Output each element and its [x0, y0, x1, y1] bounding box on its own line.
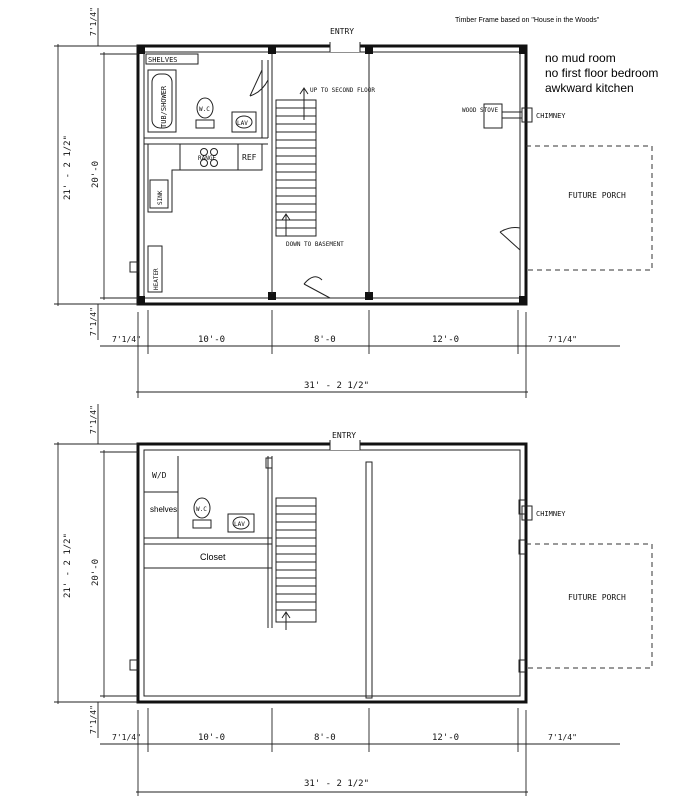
- svg-text:7'1/4": 7'1/4": [89, 705, 98, 734]
- shelves-2: shelves: [150, 505, 178, 514]
- stair-2: [276, 498, 316, 622]
- svg-text:W.C: W.C: [199, 106, 210, 113]
- washer-dryer: W/D: [152, 471, 167, 480]
- svg-text:7'1/4": 7'1/4": [112, 335, 141, 344]
- svg-text:12'-0: 12'-0: [432, 733, 460, 743]
- svg-text:CHIMNEY: CHIMNEY: [536, 510, 566, 518]
- drawing-title: Timber Frame based on "House in the Woods": [455, 17, 600, 24]
- stair-1: [276, 100, 316, 236]
- svg-text:7'1/4": 7'1/4": [89, 405, 98, 434]
- svg-text:10'-0: 10'-0: [198, 733, 226, 743]
- future-porch-1: [526, 146, 652, 270]
- exterior-walls-2: [138, 444, 526, 702]
- svg-text:7'1/4": 7'1/4": [112, 733, 141, 742]
- svg-text:W.C: W.C: [196, 506, 207, 513]
- svg-text:WOOD STOVE: WOOD STOVE: [462, 107, 499, 114]
- entry-label-1: ENTRY: [330, 27, 355, 36]
- svg-text:21' - 2 1/2": 21' - 2 1/2": [63, 532, 73, 598]
- svg-text:7'1/4": 7'1/4": [89, 307, 98, 336]
- svg-text:CHIMNEY: CHIMNEY: [536, 112, 566, 120]
- svg-text:REF: REF: [242, 153, 257, 162]
- svg-text:7'1/4": 7'1/4": [548, 335, 577, 344]
- exterior-walls: [138, 46, 526, 304]
- svg-text:7'1/4": 7'1/4": [89, 7, 98, 36]
- svg-text:TUB/SHOWER: TUB/SHOWER: [160, 85, 168, 128]
- svg-text:10'-0: 10'-0: [198, 335, 226, 345]
- svg-text:LAV: LAV: [234, 521, 245, 528]
- svg-text:20'-0: 20'-0: [91, 558, 101, 586]
- svg-text:8'-0: 8'-0: [314, 335, 336, 345]
- note-3: awkward kitchen: [545, 81, 634, 95]
- second-floor-plan: [130, 431, 652, 702]
- future-porch-2: [526, 544, 652, 668]
- stair-up-label: UP TO SECOND FLOOR: [310, 87, 376, 94]
- svg-text:FUTURE PORCH: FUTURE PORCH: [568, 191, 626, 200]
- entry-label-2: ENTRY: [332, 431, 357, 440]
- svg-text:12'-0: 12'-0: [432, 335, 460, 345]
- svg-text:21' - 2 1/2": 21' - 2 1/2": [63, 134, 73, 200]
- svg-text:31' - 2 1/2": 31' - 2 1/2": [304, 381, 370, 391]
- svg-text:HEATER: HEATER: [153, 268, 160, 290]
- svg-text:SHELVES: SHELVES: [148, 56, 178, 64]
- svg-text:LAV: LAV: [237, 120, 248, 127]
- note-1: no mud room: [545, 51, 616, 65]
- svg-text:20'-0: 20'-0: [91, 160, 101, 188]
- note-2: no first floor bedroom: [545, 66, 659, 80]
- svg-text:RANGE: RANGE: [198, 155, 217, 162]
- svg-text:8'-0: 8'-0: [314, 733, 336, 743]
- closet: Closet: [200, 552, 226, 562]
- svg-text:FUTURE PORCH: FUTURE PORCH: [568, 593, 626, 602]
- svg-text:31' - 2 1/2": 31' - 2 1/2": [304, 779, 370, 789]
- svg-text:SINK: SINK: [157, 190, 164, 205]
- stair-down-label: DOWN TO BASEMENT: [286, 241, 344, 248]
- svg-text:7'1/4": 7'1/4": [548, 733, 577, 742]
